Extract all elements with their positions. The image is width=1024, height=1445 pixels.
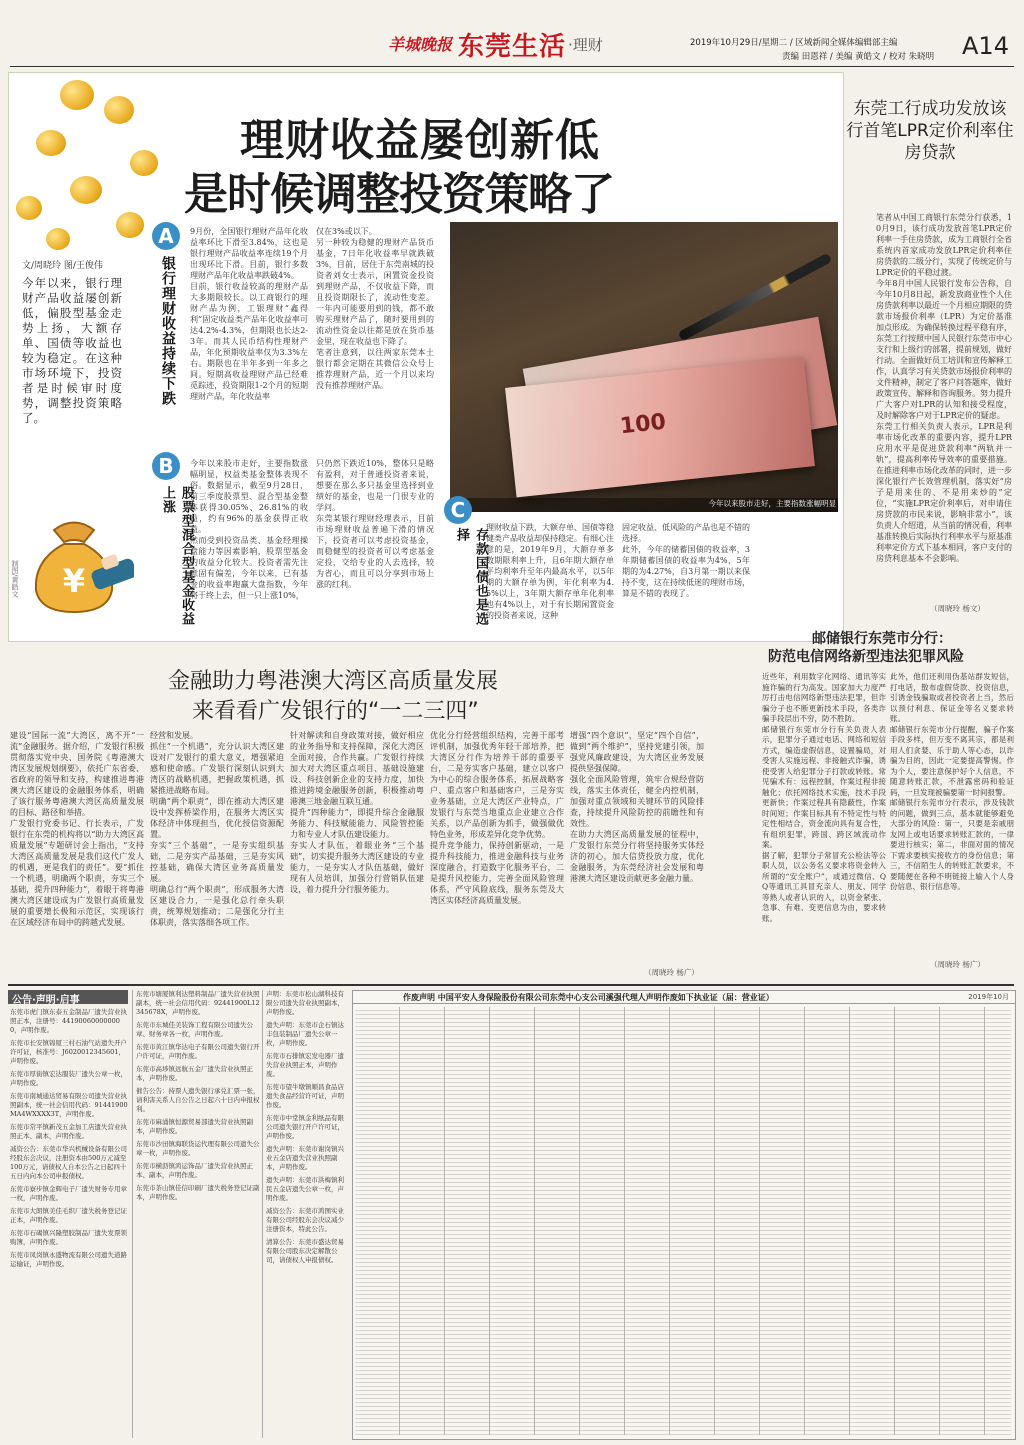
notice-item: 声明：东莞市松山湖科技有限公司遗失营业执照副本，声明作废。 — [266, 990, 344, 1016]
postal-credit: （周晓玲 杨广） — [930, 960, 985, 969]
money-bag-icon — [14, 500, 134, 620]
byline: 文/周晓玲 图/王俊伟 — [22, 261, 103, 271]
section-b-col1: 今年以来股市走好，主要指数涨幅明显，权益类基金整体表现不俗。数据显示，截至9月28日，前三季度股票型、混合型基金整体获得30.05%、26.81%的收益，约有96%的基金获得正收益。 然而受到投资品类、基金经理操盘能力等因素影响，股票型基金的收益分化较大。投资者需先注意固有偏差，今年以来，已有基金的收益率跑赢大盘指数，今年将于终上去，但一只上涨10%， — [190, 459, 308, 600]
gf-headline-1: 金融助力粤港澳大湾区高质量发展 — [168, 669, 499, 694]
postal-headline-1: 邮储银行东莞市分行： — [812, 631, 952, 647]
section-logo — [458, 26, 603, 62]
section-a-col2: 仅在3%或以下。 另一种较为稳健的理财产品货币基金，7日年化收益率早就跌破3%，目前，居住于东莞南城的投资者刘女士表示，闲置资金投资到理财产品，不仅收益下降，而且投资期限长了，流动性变差。一年内可能要用到的钱，都不敢购买理财产品了，随时要用到的流动性资金以往都是放在货币基金里，现在收益也下降了。 笔者注意到，以往两家东莞本土银行都会定期在其微信公众号上推荐理财产品，近一个月以来均没有推荐理财产品。 — [316, 227, 434, 390]
notice-item: 催告公告：持票人遗失银行承兑汇票一张，请利害关系人自公告之日起六十日内申报权利。 — [136, 1087, 260, 1113]
section-a-badge: A — [152, 222, 180, 250]
notice-item: 东莞市寮步镇金辉电子厂遗失财务专用章一枚，声明作废。 — [10, 1185, 127, 1202]
notice-item: 东莞市常平镇新茂五金加工店遗失营业执照正本、副本，声明作废。 — [10, 1123, 127, 1140]
gf-col3: 针对解读和自身政策对接，做好相应的业务指导和支持保障，深化大湾区全面对接，合作共赢。广发银行持续加大对大湾区重点项目、基础设施建设、科技创新企业的支持力度，加快推进跨境金融服务创新，积极推动粤港澳三地金融互联互通。 提升“四种能力”，即提升综合金融服务能力、科技赋能能力、风险管控能力和专业人才队伍建设能力。 夯实人才队伍，着眼业务“三个基础”，切实提升服务大湾区建设的专业能力，一是夯实人才队伍基础，做好现有人员培训，加强分行营销队伍建设，着力提升分行服务能力。 — [290, 731, 424, 894]
notice-item: 遗失声明：东莞市企石镇达丰包装制品厂遗失公章一枚，声明作废。 — [266, 1021, 344, 1047]
notice-item: 东莞市中堂镇金利纸品有限公司遗失银行开户许可证，声明作废。 — [266, 1114, 344, 1140]
notice-item: 东莞市凤岗镇永盛物流有限公司遗失道路运输证，声明作废。 — [10, 1251, 127, 1268]
section-sub: ·理财 — [568, 35, 603, 54]
side-caption: 制图/黄皓文 — [11, 560, 19, 598]
right-story-body: 笔者从中国工商银行东莞分行获悉，10月9日，该行成功发放首笔LPR定价利率一手住房贷款，成为工商银行全省系统内首家成功发放LPR定价利率住房贷款的二级分行，实现了传统定价与LPR定价的平稳过渡。 今年8月中国人民银行发布公告称，自今年10月8日起，新发放商业性个人住房贷款利率以最近一个月相应期限的贷款市场报价利率（LPR）为定价基准加点形成。为确保转换过程平稳有序，东莞工行按照中国人民银行东莞市中心支行和上级行的部署，提前规划，做好行动。全面做好员工培训和宣传解释工作，认真学习有关贷款市场报价利率的文件精神，制定了客户问答题库，做好政策宣传、解释和咨询服务。努力提升广大客户对LPR的认知和接受程度，及时解除客户对于LPR定价的疑虑。 东莞工行相关负责人表示，LPR是利率市场化改革的重要内容，提升LPR应用水平是促进贷款利率“两轨并一轨”，提高利率传导效率的重要措施。在推进利率市场化改革的同时，进一步深化银行产长效管理机制，落实好“房子是用来住的、不是用来炒的”定位，“实施LPR定价利率后，对申请住房贷款的市民来说，影响非常小”，该负责人介绍道，从当前的情况看，利率基准转换后实际执行利率水平与原基准利率定价方式下基本相同，客户支付的房贷利息基本不会影响。 — [876, 213, 1012, 563]
notice-item: 遗失声明：东莞市洪梅镇利民五金店遗失公章一枚，声明作废。 — [266, 1176, 344, 1202]
headline-1: 理财收益屡创新低 — [240, 115, 600, 166]
coin-icon — [104, 96, 134, 124]
section-b-badge: B — [152, 452, 180, 480]
notice-item: 东莞市高埗镇远航五金厂遗失营业执照正本，声明作废。 — [136, 1065, 253, 1082]
notices-table — [352, 990, 1016, 1440]
notice-item: 减资公告：东莞市鸿图实业有限公司经股东会决议减少注册资本，特此公告。 — [266, 1207, 344, 1233]
notice-item: 东莞市东城佳美装饰工程有限公司遗失公章、财务章各一枚，声明作废。 — [136, 1021, 253, 1038]
notices-table-title: 作废声明 中国平安人身保险股份有限公司东莞中心支公司溪强代理人声明作废如下执业证（届：营业证） — [403, 993, 774, 1002]
photo-caption: 今年以来股市走好，主要指数涨幅明显 — [708, 499, 836, 508]
notice-item: 东莞市黄江镇华达电子有限公司遗失银行开户许可证，声明作废。 — [136, 1043, 260, 1060]
coin-icon — [36, 130, 66, 156]
coin-icon — [130, 150, 158, 176]
section-b-col2: 只仍然下跌近10%，整体只是略有盈利，对于普通投资者来说，想要在那么多只基金里选择到业绩好的基金，也是一门很专业的学问。 东莞某银行理财经理表示，目前市场理财收益普遍下滑的情况下，投资者可以考虑投资基金，而稳健型的投资者可以考虑基金定投，交给专业的人去选择，较为省心，而且可以分享到市场上涨的红利。 — [316, 459, 434, 589]
gf-credit: （周晓玲 杨广） — [644, 968, 699, 977]
notices-col-2 — [132, 990, 260, 1438]
notice-item: 东莞市麻涌镇恒源贸易部遗失营业执照副本，声明作废。 — [136, 1118, 253, 1135]
right-story-headline: 东莞工行成功发放该行首笔LPR定价利率住房贷款 — [846, 99, 1014, 163]
date-line: 2019年10月29日/星期二 / 区域新闻全媒体编辑部主编 — [690, 38, 898, 48]
gf-col5: 增强“四个意识”，坚定“四个自信”，做到“两个维护”，坚持党建引领，加强党风廉政建设，为大湾区业务发展提供坚强保障。 强化全面风险管理，筑牢合规经营防线，落实主体责任，健全内控机制，加强对重点领域和关键环节的风险排查，持续提升风险防控的前瞻性和有效性。 在助力大湾区高质量发展的征程中，广发银行东莞分行将坚持服务实体经济的初心，加大信贷投放力度，优化金融服务，为东莞经济社会发展和粤港澳大湾区建设贡献更多金融力量。 — [570, 731, 704, 883]
coin-icon — [116, 212, 144, 238]
notices-section-title: 公告·声明·启事 — [12, 995, 80, 1006]
section-a-col1: 9月份，全国银行理财产品年化收益率环比下滑至3.84%，这也是银行理财产品收益率连续19个月出现环比下滑。目前，银行多数理财产品年化收益率跌破4%。 目前，银行收益较高的理财产品大多期限较长。以工商银行的理财产品为例，工银理财“鑫得利”固定收益类产品年化收益率可达4.2%-4.3%，但期限也长达2-3年。而其人民币结构性理财产品，年化预期收益率仅为3.3%左右。期限也在半年多到一年多之间。短期高收益理财产品已经难觅踪迹，投资期限1-2个月的短期理财产品，年化收益率 — [190, 227, 308, 401]
notice-item: 遗失声明：东莞市谢岗镇兴业五金店遗失营业执照副本，声明作废。 — [266, 1145, 344, 1171]
gf-headline-2: 来看看广发银行的“一二三四” — [192, 699, 479, 724]
postal-body-1: 近些年，利用数字化网络、通讯等实施诈骗的行为高发。国家加大力度严厉打击电信网络新型违法犯罪，但诈骗分子也不断更新技术手段，各类诈骗手段层出不穷，防不胜防。 邮储银行东莞市分行有关负责人表示，犯罪分子通过电话、网络和短信方式，编造虚假信息，设置骗局，对受害人实施远程、非接触式诈骗，诱使受害人给犯罪分子打款或转账。常见骗术有：远程控制，作案过程非接触化；依托网络技术实施，技术手段更新快；作案过程具有隐蔽性，作案时间短；作案目标具有不特定性与特定性相结合，资金流向具有复合性，有组织犯罪，跨国、跨区域流动作案。 据了解，犯罪分子常冒充公检法等公职人员，以公务名义要求将资金转入所谓的“安全账户”，或通过微信、QQ等通讯工具冒充亲人、朋友、同学等熟人或者认识的人，以资金紧张、急事、有难、变更信息为由，要求转账。 — [762, 672, 886, 923]
svg-text:¥: ¥ — [62, 562, 86, 600]
notice-item: 东莞市望牛墩镇顺昌食品店遗失食品经营许可证，声明作废。 — [266, 1083, 344, 1109]
editors-line: 责编 田恩祥 / 美编 黄皓文 / 校对 朱晓明 — [782, 52, 935, 62]
section-c-title: 存款国债也是选择 — [454, 528, 488, 626]
intro-text: 今年以来，银行理财产品收益屡创新低，偏股型基金走势上扬，大额存单、国债等收益也较为稳定。在这种市场环境下，投资者是时候审时度势，调整投资策略了。 — [22, 276, 122, 425]
postal-headline-2: 防范电信网络新型违法犯罪风险 — [768, 649, 964, 665]
postal-body-2: 此外，他们还利用伪基站群发短信，打电话，散布虚假贷款、投资信息，引诱金钱骗取或者投资者上当，然后以预付利息、保证金等名义要求转账。 邮储银行东莞市分行提醒，骗子作案手段多样，但万变不离其宗，都是利用人们贪婪、乐于助人等心态，以诈骗为目的，因此一定要提高警惕。作为个人，要注意保护好个人信息，不随意转账汇款，不泄露密码和验证码，一旦发现被骗要第一时间报警。 邮储银行东莞市分行表示，涉及钱款的问题，做到三点，基本就能够避免大部分的风险：第一，只要是亲戚朋友网上或电话要求转账汇款的，一律要进行核实；第二，非面对面的情况下需求要核实接收方的身份信息；第三，不信陌生人的转账汇款要求，不要随便在各种不明链接上输入个人身份信息、银行信息等。 — [890, 672, 1014, 891]
notice-item: 清算公告：东莞市盛达贸易有限公司股东决定解散公司，请债权人申报债权。 — [266, 1238, 344, 1264]
notice-item: 东莞市横沥镇鸿运饰品厂遗失营业执照正本、副本，声明作废。 — [136, 1162, 253, 1179]
notice-item: 东莞市南城通达贸易有限公司遗失营业执照副本，统一社会信用代码：91441900MA4WXXXX3T，声明作废。 — [10, 1092, 128, 1118]
notice-item: 东莞市沙田镇海联货运代理有限公司遗失公章一枚，声明作废。 — [136, 1140, 260, 1157]
coin-icon — [16, 196, 42, 220]
notice-item: 减资公告：东莞市华兴机械设备有限公司经股东会决议，注册资本由500万元减至100万元，请债权人自本公告之日起四十五日内向本公司申报债权。 — [10, 1145, 127, 1180]
section-c-col2: 固定收益、低风险的产品也是不错的选择。 此外，今年的储蓄国债的收益率，3年期储蓄国债的收益率为4%，5年期的为4.27%，自3月第一期以来保持不变，这在持续低迷的理财市场，算是不错的表现了。 — [622, 523, 750, 598]
coin-icon — [60, 80, 94, 110]
gf-col1: 建设“国际一流”大湾区，离不开“一流”金融服务。据介绍，广发银行积极贯彻落实党中央、国务院《粤港澳大湾区发展规划纲要》，依托广东省委、省政府的领导和支持，构建推进粤港澳大湾区建设的金融服务体系，明确了该行服务粤港澳大湾区高质量发展的目标、路径和举措。 广发银行党委书记、行长表示，广发银行在东莞的机构将以“助力大湾区高质量发展”专题研讨会上指出，“支持大湾区高质量发展是我们这代广发人的机遇，更是我们的责任”。要“抓住一个机遇，明确两个职责，夯实三个基础，提升四种能力”，着眼于将粤港澳大湾区建设成为广发银行高质量发展的重要增长极和示范区，实现该行在区域经济布局中的跨越式发展。 — [10, 731, 144, 927]
masthead: 羊城晚报 — [388, 35, 453, 54]
notice-item: 东莞市厚街镇宏达服装厂遗失公章一枚，声明作废。 — [10, 1070, 127, 1087]
notice-item: 东莞市长安镇锦厦三村石油气站遗失开户许可证，核准号：J6020012345601，声明作废。 — [10, 1039, 127, 1065]
notices-table-date: 2019年10月 — [968, 993, 1009, 1001]
section-c-badge: C — [444, 496, 472, 524]
notice-item: 东莞市大朗镇美佳毛织厂遗失税务登记证正本，声明作废。 — [10, 1207, 127, 1224]
header-rule — [10, 66, 1014, 67]
headline-2: 是时候调整投资策略了 — [184, 169, 614, 220]
coin-icon — [70, 176, 102, 204]
section-a-title: 银行理财收益持续下跌 — [160, 256, 176, 406]
notice-item: 东莞市石排镇宏发电器厂遗失营业执照正本，声明作废。 — [266, 1052, 344, 1078]
notices-divider — [8, 984, 1014, 986]
notice-item: 东莞市茶山镇佳信印刷厂遗失税务登记证副本，声明作废。 — [136, 1184, 260, 1201]
notice-item: 东莞市石碣镇兴隆塑胶制品厂遗失发票领购簿，声明作废。 — [10, 1229, 127, 1246]
banknote-photo: 100 — [450, 222, 838, 512]
section-c-col1: 理财收益下跌，大额存单、国债等稳健类产品收益却保持稳定。有细心注意的是，2019年9月，大额存单多数期限利率上升，且6年期大额存单平均利率升至年内最高水平，以5年期的大额存单为例，年化利率为4.5%以上，3年期大额存单年化利率也有4%以上，对于有长期闲置资金的投资者来说，这种 — [486, 523, 614, 620]
notices-table-grid — [355, 1007, 1011, 1435]
gf-col4: 优化分行经营组织结构，完善干部考评机制，加强优秀年轻干部培养，把大湾区分行作为培养干部的重要平台，二是夯实客户基础，建立以客户为中心的综合服务体系，拓展战略客户、重点客户和基础客户，三是夯实业务基础，立足大湾区产业特点，广发银行与东莞当地重点企业建立合作关系，以产品创新为抓手，做强做优特色业务，形成差异化竞争优势。 提升竞争能力，保持创新驱动，一是提升科技能力，推进金融科技与业务深度融合，打造数字化服务平台，二是提升风控能力，完善全面风险管理体系，严守风险底线，服务东莞及大湾区实体经济高质量发展。 — [430, 731, 564, 905]
notices-col-1 — [10, 1008, 128, 1438]
page-number: A14 — [962, 32, 1009, 60]
section-b-title: 股票型混合型基金收益上涨 — [160, 486, 194, 626]
gf-col2: 经营和发展。 抓住“一个机遇”，充分认识大湾区建设对广发银行的重大意义，增强紧迫感和使命感。广发银行深刻认识到大湾区的战略机遇，把握政策机遇，抓紧推进战略布局。 明确“两个职责”，即在推动大湾区建设中发挥桥梁作用，在服务大湾区实体经济中体现担当，优化授信资源配置。 夯实“三个基础”，一是夯实组织基础，二是夯实产品基础，三是夯实风控基础，确保大湾区业务高质量发展。 明确总行“两个职责”，形成服务大湾区建设合力，一是强化总行牵头职责，统筹规划推动；二是强化分行主体职责，落实落细各项工作。 — [150, 731, 284, 927]
notice-item: 东莞市塘厦镇利达塑料制品厂遗失营业执照副本，统一社会信用代码：92441900L12345678X，声明作废。 — [136, 990, 260, 1016]
coin-icon — [46, 228, 70, 250]
notice-item: 东莞市虎门镇东泰五金制品厂遗失营业执照正本，注册号：441900600000000，声明作废。 — [10, 1008, 127, 1034]
section-logo-text: 东莞生活 — [458, 31, 567, 62]
notices-col-3 — [262, 990, 350, 1438]
right-story-credit: （周晓玲 杨文） — [930, 604, 985, 613]
